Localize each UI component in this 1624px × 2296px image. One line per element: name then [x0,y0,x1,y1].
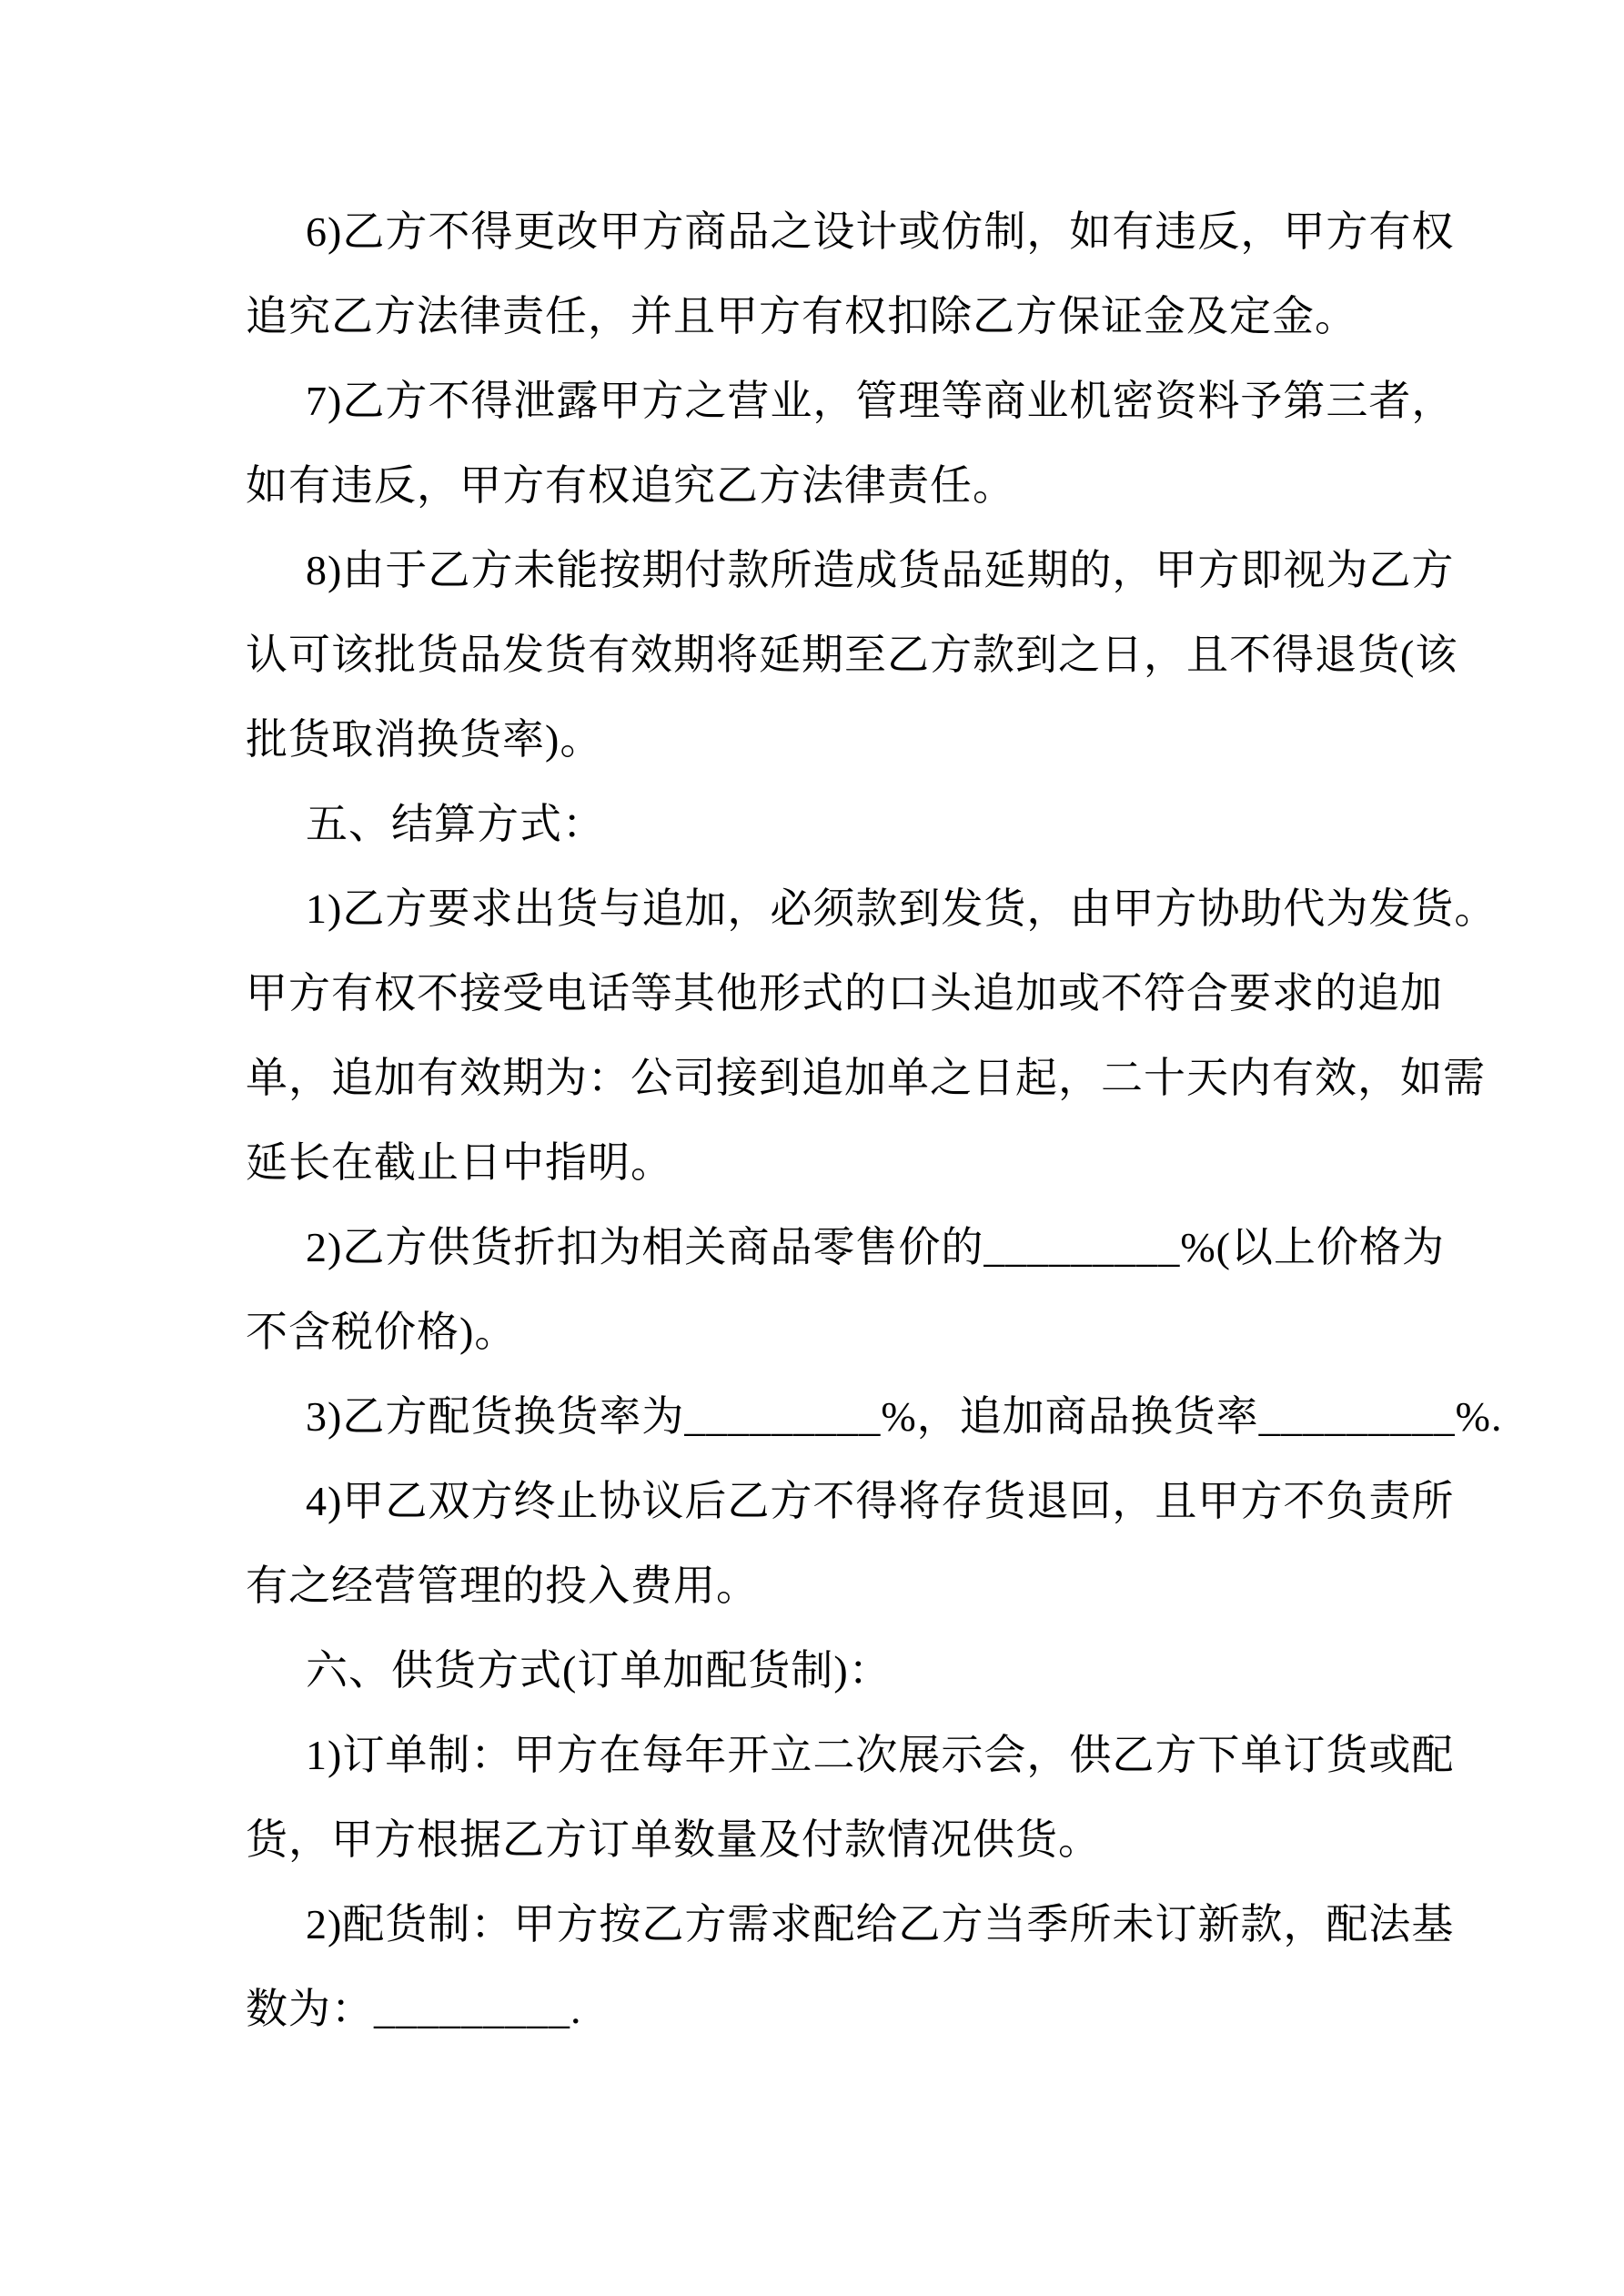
text-line-clause-8: 8)由于乙方未能按期付款所造成货品延期的，甲方即视为乙方 [306,547,1455,593]
text-line-section-6-title: 六、供货方式(订单加配货制)： [306,1647,892,1694]
text-line-clause-7: 7)乙方不得泄露甲方之营业，管理等商业机密资料予第三者， [306,378,1455,424]
text-line-clause-6-cont: 追究乙方法律责任，并且甲方有权扣除乙方保证金及定金。 [246,293,1357,339]
text-line-s5-item-1-cont3: 延长在截止日中指明。 [246,1139,673,1186]
text-line-clause-7-cont: 如有违反，甲方有权追究乙方法律责任。 [246,462,1015,509]
text-line-section-5-title: 五、结算方式： [306,801,605,847]
text-line-clause-8-cont1: 认可该批货品发货有效期将延期至乙方款到之日，且不得退货(该 [246,632,1458,678]
text-line-s5-item-4-cont: 有之经营管理的投入费用。 [246,1563,759,1609]
text-line-s5-item-1: 1)乙方要求出货与追加，必须款到发货，由甲方协助代为发货。 [306,885,1498,932]
text-line-s5-item-2-cont: 不含税价格)。 [246,1309,518,1355]
text-line-s6-item-1: 1)订单制：甲方在每年开立二次展示会，供乙方下单订货或配 [306,1732,1455,1778]
text-line-s5-item-2: 2)乙方供货折扣为相关商品零售价的_________%(以上价格为 [306,1224,1445,1270]
text-line-s5-item-4: 4)甲乙双方终止协议后乙方不得将存货退回，且甲方不负责所 [306,1478,1455,1524]
text-line-clause-8-cont2: 批货取消换货率)。 [246,716,603,763]
text-line-s6-item-1-cont: 货，甲方根据乙方订单数量及付款情况供货。 [246,1816,1101,1863]
text-line-s5-item-1-cont2: 单，追加有效期为：公司接到追加单之日起，二十天内有效，如需 [246,1055,1486,1101]
text-line-s6-item-2-cont: 数为：_________. [246,1986,582,2032]
text-line-clause-6: 6)乙方不得更改甲方商品之设计或仿制，如有违反，甲方有权 [306,208,1455,255]
text-line-s5-item-3: 3)乙方配货换货率为_________%，追加商品换货率_________%. [306,1393,1503,1440]
text-line-s5-item-1-cont1: 甲方有权不接受电话等其他形式的口头追加或不符合要求的追加 [246,970,1443,1017]
text-line-s6-item-2: 2)配货制：甲方按乙方需求配给乙方当季所未订新款，配法基 [306,1901,1455,1947]
